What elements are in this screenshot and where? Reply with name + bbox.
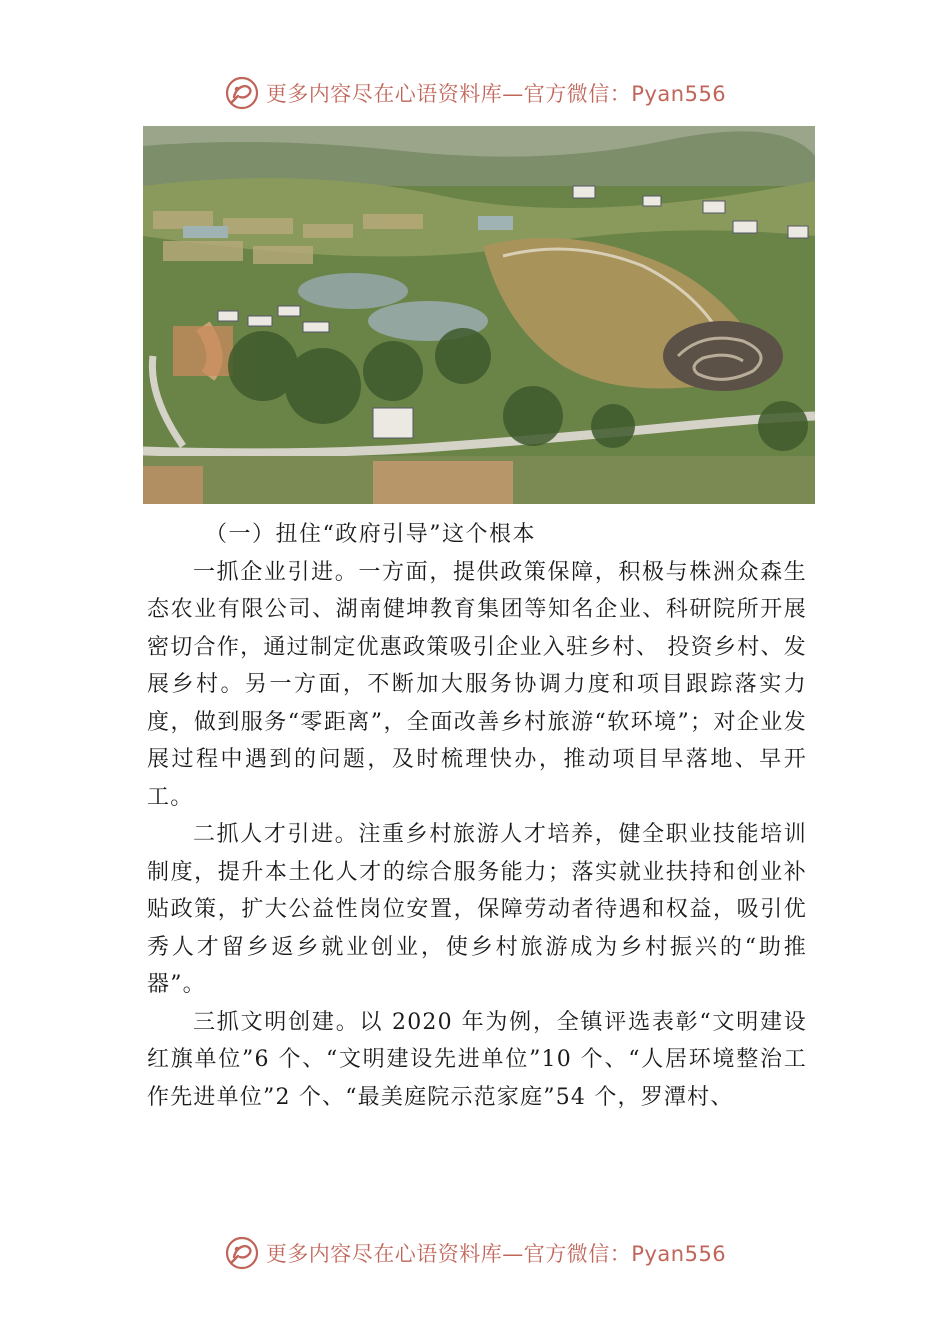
seal-logo-icon [224,1235,260,1271]
paragraph-civilization: 三抓文明创建。以 2020 年为例，全镇评选表彰“文明建设红旗单位”6 个、“文明建设先进单位”10 个、“人居环境整治工作先进单位”2 个、“最美庭院示范家庭”54 个，罗潭村、 [147,1009,807,1110]
paragraph-enterprise: 一抓企业引进。一方面，提供政策保障，积极与株洲众森生态农业有限公司、湖南健坤教育集团等知名企业、科研院所开展密切合作，通过制定优惠政策吸引企业入驻乡村、 投资乡村、发展乡村。另一方面，不断加大服务协调力度和项目跟踪落实力度，做到服务“零距离”，全面改善乡村旅游“软环境”；对企业发展过程中遇到的问题，及时梳理快办，推动项目早落地、早开工。 [147,559,807,810]
footer-text: 更多内容尽在心语资料库—官方微信：Pyan556 [265,1242,727,1266]
header-banner [0,70,950,116]
seal-logo-icon [224,75,260,111]
footer-banner [0,1230,950,1276]
body-text [147,516,807,1116]
aerial-village-photo [143,126,815,504]
section-heading: （一）扭住“政府引导”这个根本 [205,522,536,547]
header-text: 更多内容尽在心语资料库—官方微信：Pyan556 [265,82,727,106]
paragraph-talent: 二抓人才引进。注重乡村旅游人才培养，健全职业技能培训制度，提升本土化人才的综合服务能力；落实就业扶持和创业补贴政策，扩大公益性岗位安置，保障劳动者待遇和权益，吸引优秀人才留乡返乡就业创业，使乡村旅游成为乡村振兴的“助推器”。 [147,822,807,997]
